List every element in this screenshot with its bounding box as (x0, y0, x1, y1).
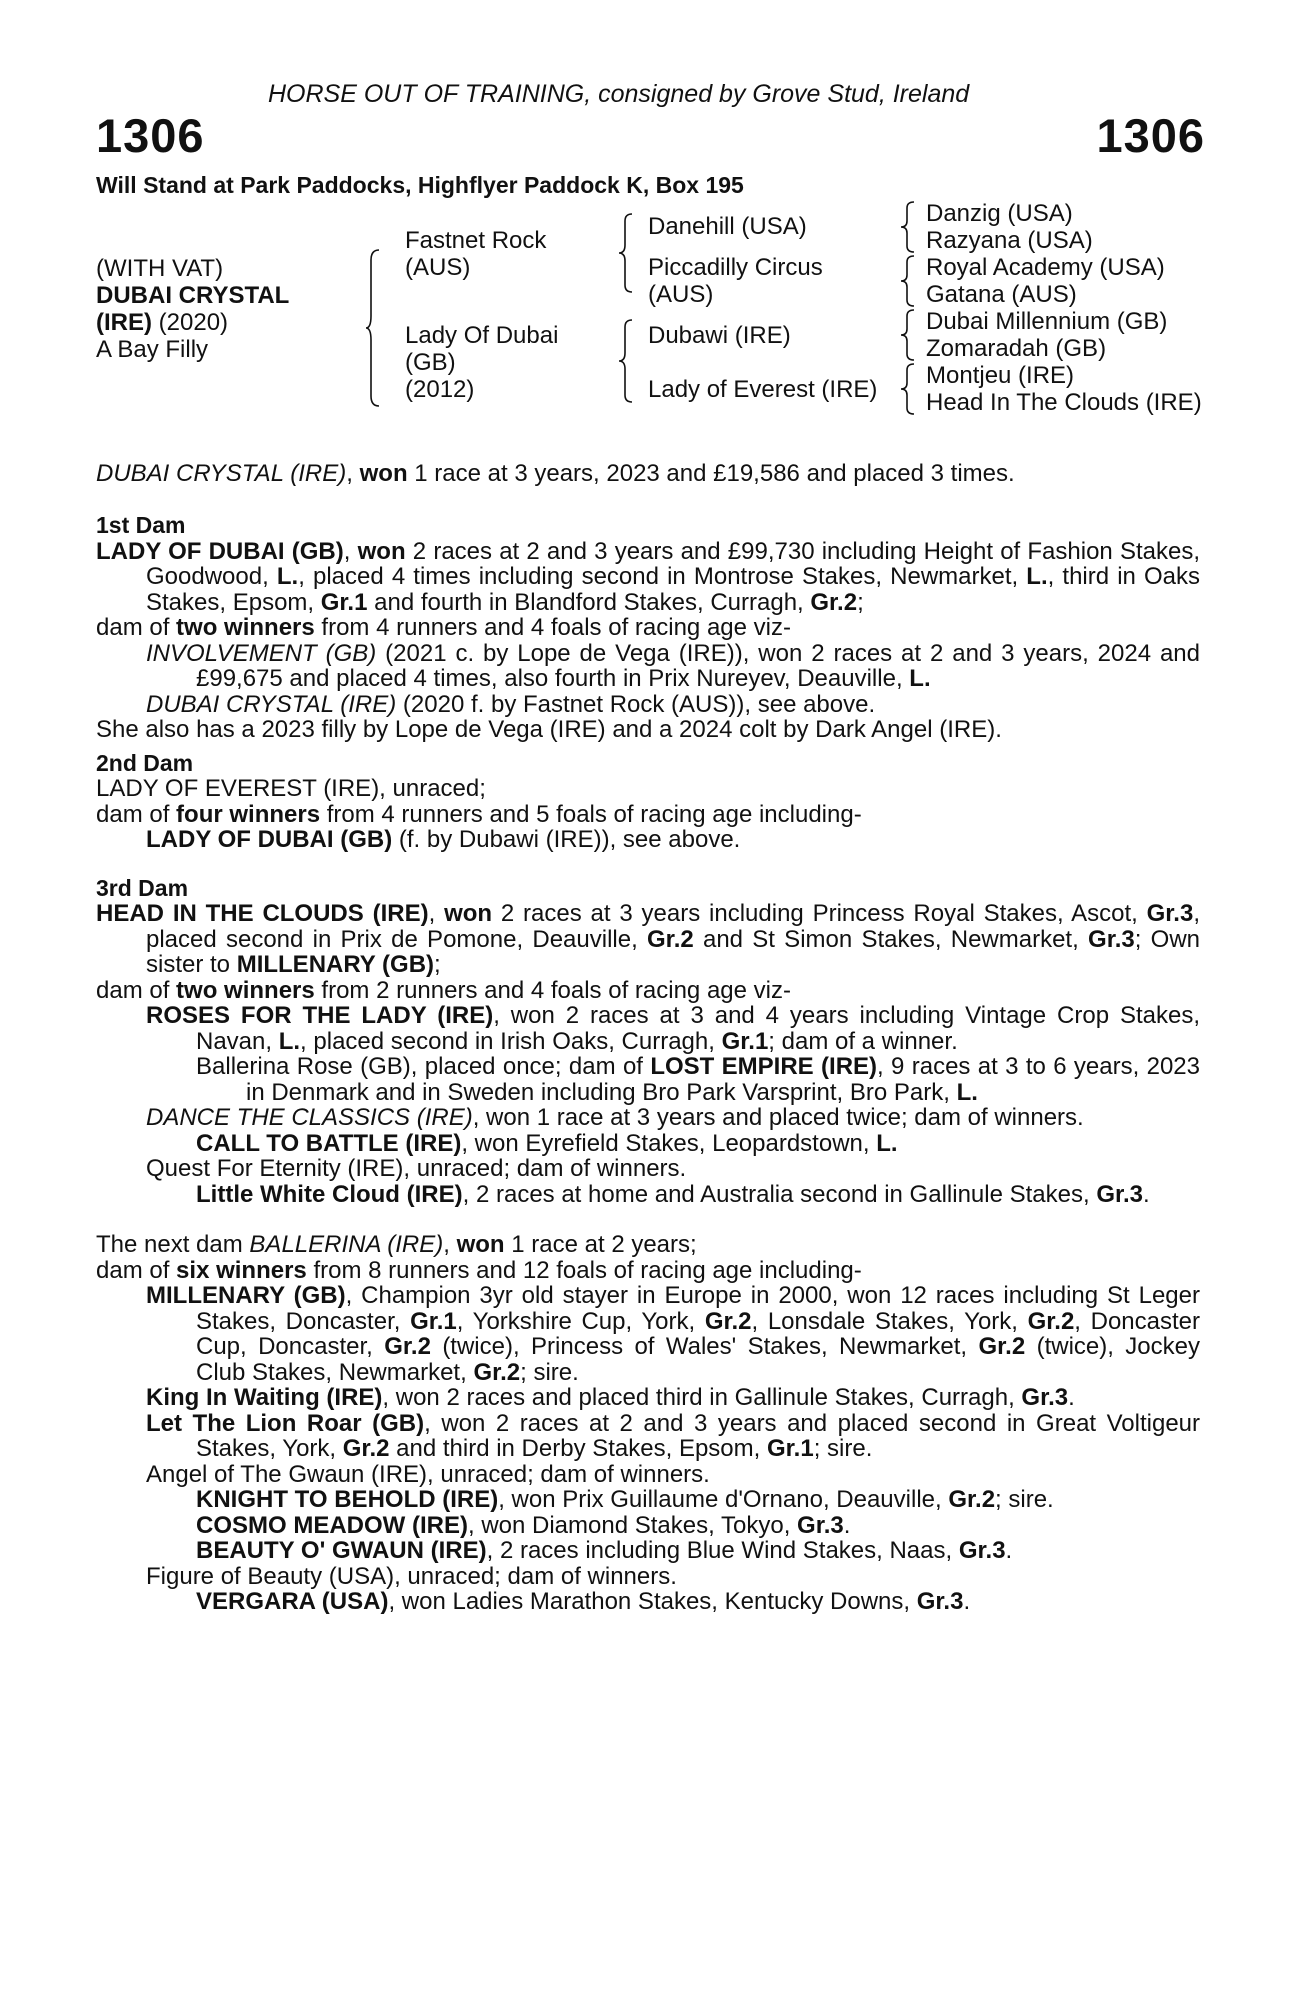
group-badge: Gr.2 (473, 1358, 521, 1386)
horse-origin: (IRE) (96, 309, 152, 336)
group-badge: Gr.3 (1146, 900, 1194, 927)
group-badge: Gr.1 (320, 588, 368, 616)
group-badge: Gr.2 (342, 1435, 390, 1462)
group-badge: Gr.3 (1021, 1384, 1069, 1411)
record-text: and St Simon Stakes, Newmarket, (693, 925, 1089, 953)
sire-dam-country: (AUS) (648, 281, 714, 308)
progeny-name: BEAUTY O' GWAUN (IRE) (196, 1537, 487, 1564)
progeny-dubai-crystal (96, 692, 1200, 718)
ancestor-g3-6: Zomaradah (GB) (926, 335, 1107, 362)
listed-badge: L. (1026, 563, 1048, 590)
progeny-text: , Lonsdale Stakes, York, (751, 1307, 1028, 1335)
won-text: won (444, 900, 493, 927)
dam-of-text: dam of (96, 1256, 177, 1284)
listed-badge: L. (876, 1129, 898, 1157)
group-badge: Gr.2 (704, 1307, 752, 1335)
progeny-text: ; sire. (520, 1358, 579, 1386)
group-badge: Gr.3 (1088, 925, 1135, 953)
group-badge: Gr.2 (1027, 1307, 1075, 1335)
progeny-text: , Champion 3yr old stayer in Europe in 2000, won 12 races including St Leger Stakes, Doncaster, (196, 1282, 1200, 1335)
group-badge: Gr.2 (978, 1333, 1026, 1360)
ancestor-g3-4: Gatana (AUS) (926, 281, 1077, 308)
won-text: won (357, 537, 406, 565)
sire-country: (AUS) (405, 254, 471, 281)
pedigree-brace-dam (618, 318, 638, 404)
progeny-little-white-cloud (96, 1182, 1200, 1208)
progeny-text: , 2 races including Blue Wind Stakes, Naas, (486, 1537, 959, 1564)
progeny-knight-to-behold (96, 1487, 1200, 1513)
pedigree-brace-g3-2 (900, 254, 920, 308)
progeny-millenary (96, 1283, 1200, 1385)
listed-badge: L. (909, 665, 931, 692)
ancestor-g3-5: Dubai Millennium (GB) (926, 308, 1168, 335)
vat-note: (WITH VAT) (96, 255, 224, 282)
first-dam-note: She also has a 2023 filly by Lope de Vega (IRE) and a 2024 colt by Dark Angel (IRE). (96, 716, 1002, 743)
first-dam-produce-summary (96, 615, 1200, 641)
listed-badge: L. (278, 1027, 301, 1055)
third-dam-produce-summary (96, 978, 1200, 1004)
lot-number-left: 1306 (96, 109, 205, 162)
progeny-let-the-lion-roar (96, 1411, 1200, 1462)
record-text: , third in Oaks Stakes, Epsom, (146, 563, 1201, 616)
horse-name: DUBAI CRYSTAL (96, 282, 290, 309)
second-dam-produce-summary (96, 802, 1200, 828)
sire-sire: Danehill (USA) (648, 213, 807, 240)
produce-text: from 2 runners and 4 foals of racing age viz- (314, 976, 791, 1004)
summary-text: 1 race at 3 years, 2023 and £19,586 and placed 3 times. (407, 460, 1015, 487)
progeny-text: (twice), Princess of Wales' Stakes, Newmarket, (430, 1333, 979, 1360)
progeny-angel-of-the-gwaun: Angel of The Gwaun (IRE), unraced; dam of winners. (146, 1460, 710, 1488)
progeny-name: ROSES FOR THE LADY (IRE) (146, 1002, 494, 1029)
won-text: won (456, 1231, 505, 1258)
listed-badge: L. (276, 563, 299, 590)
progeny-text: (2021 c. by Lope de Vega (IRE)), won 2 races at 2 and 3 years, 2024 and £99,675 and placed 4 times, also fourth in Prix Nureyev, Deauville, (196, 639, 1200, 692)
group-badge: Gr.2 (810, 588, 858, 616)
group-badge: Gr.1 (721, 1027, 769, 1055)
progeny-text: ; sire. (995, 1486, 1054, 1513)
progeny-text: (twice), Jockey Club Stakes, Newmarket, (196, 1333, 1200, 1386)
consignor-line: HORSE OUT OF TRAINING, consigned by Grove Stud, Ireland (268, 80, 970, 108)
group-badge: Gr.3 (1096, 1180, 1144, 1208)
dam-sections (96, 513, 1200, 1615)
first-dam-record: LADY OF DUBAI (GB), won 2 races at 2 and 3 years and £99,730 including Height of Fashion Stakes, Goodwood, L., placed 4 times including second in Montrose Stakes, Newmarket, L., third in Oaks Stakes, Epsom, Gr.1 and fourth in Blandford Stakes, Curragh, Gr.2; (96, 537, 1201, 616)
horse-description: A Bay Filly (96, 336, 209, 363)
progeny-text: . (843, 1511, 851, 1539)
dam-dam: Lady of Everest (IRE) (648, 376, 878, 403)
progeny-call-to-battle (96, 1131, 1200, 1157)
progeny-text: , won 2 races and placed third in Gallinule Stakes, Curragh, (382, 1384, 1022, 1411)
progeny-name: COSMO MEADOW (IRE) (196, 1511, 468, 1539)
produce-text: from 8 runners and 12 foals of racing age including- (306, 1256, 862, 1284)
first-dam-heading: 1st Dam (96, 512, 186, 538)
progeny-text: , won 2 races at 2 and 3 years and placed second in Great Voltigeur Stakes, York, (196, 1409, 1201, 1462)
group-badge: Gr.2 (948, 1486, 996, 1513)
progeny-text: , won Ladies Marathon Stakes, Kentucky Downs, (388, 1588, 917, 1615)
group-badge: Gr.2 (647, 925, 694, 953)
progeny-text: ; sire. (813, 1435, 873, 1462)
second-dam-heading: 2nd Dam (96, 749, 194, 776)
progeny-lady-of-dubai (96, 827, 1200, 853)
winners-count: four winners (176, 800, 321, 828)
third-dam-record: HEAD IN THE CLOUDS (IRE), won 2 races at 3 years including Princess Royal Stakes, Ascot, Gr.3, placed second in Prix de Pomone, Deauville, Gr.2 and St Simon Stakes, Newmarket, Gr.3; Own sister to MILLENARY (GB); (96, 900, 1200, 978)
record-text: ; (434, 951, 441, 978)
progeny-ballerina-rose (96, 1054, 1200, 1105)
progeny-name: KNIGHT TO BEHOLD (IRE) (196, 1486, 499, 1513)
pedigree-brace-g3-4 (900, 362, 920, 416)
stand-location: Will Stand at Park Paddocks, Highflyer Paddock K, Box 195 (96, 172, 744, 198)
sister-name: MILLENARY (GB) (236, 951, 435, 978)
dam-name: Lady Of Dubai (405, 322, 559, 349)
progeny-text: (f. by Dubawi (IRE)), see above. (392, 826, 741, 853)
next-dam-intro: The next dam (96, 1231, 250, 1258)
dam-year: (2012) (405, 376, 475, 403)
ancestor-g3-1: Danzig (USA) (926, 200, 1073, 227)
record-text: 2 races at 3 years including Princess Royal Stakes, Ascot, (492, 900, 1147, 927)
progeny-vergara (96, 1589, 1200, 1615)
progeny-text: Ballerina Rose (GB), placed once; dam of (196, 1053, 651, 1080)
progeny-quest-for-eternity: Quest For Eternity (IRE), unraced; dam of winners. (146, 1155, 687, 1182)
sire-dam-name: Piccadilly Circus (648, 254, 823, 281)
dam-country: (GB) (405, 349, 456, 376)
progeny-text: . (1068, 1384, 1075, 1411)
progeny-text: ; dam of a winner. (768, 1027, 958, 1055)
progeny-text: , won Prix Guillaume d'Ornano, Deauville, (498, 1486, 949, 1513)
record-text: 1 race at 2 years; (504, 1231, 697, 1258)
progeny-name: Little White Cloud (IRE) (196, 1180, 463, 1208)
progeny-text: , Yorkshire Cup, York, (456, 1307, 705, 1335)
next-dam-record (96, 1232, 1200, 1258)
second-dam-record: LADY OF EVEREST (IRE), unraced; (96, 775, 486, 802)
progeny-involvement (96, 641, 1200, 692)
third-dam-heading: 3rd Dam (96, 874, 189, 901)
dam-of-text: dam of (96, 800, 177, 828)
progeny-text: , won Eyrefield Stakes, Leopardstown, (461, 1129, 877, 1157)
progeny-text: , won 1 race at 3 years and placed twice; dam of winners. (472, 1104, 1084, 1131)
progeny-text: , won Diamond Stakes, Tokyo, (467, 1511, 798, 1539)
progeny-name: LADY OF DUBAI (GB) (146, 826, 393, 853)
dam-sire: Dubawi (IRE) (648, 322, 791, 349)
progeny-name: MILLENARY (GB) (146, 1282, 346, 1309)
progeny-text: and third in Derby Stakes, Epsom, (389, 1435, 767, 1462)
progeny-text: , won 2 races at 3 and 4 years including Vintage Crop Stakes, Navan, (196, 1002, 1200, 1055)
ancestor-g3-7: Montjeu (IRE) (926, 362, 1075, 389)
group-badge: Gr.3 (797, 1511, 844, 1539)
listed-badge: L. (956, 1078, 978, 1106)
summary-won: won (359, 460, 408, 487)
progeny-name: INVOLVEMENT (GB) (146, 639, 377, 667)
first-dam-name: LADY OF DUBAI (GB) (96, 537, 344, 565)
progeny-name: King In Waiting (IRE) (146, 1384, 383, 1411)
dam-of-text: dam of (96, 614, 177, 641)
winners-count: two winners (176, 614, 315, 641)
progeny-name: LOST EMPIRE (IRE) (650, 1053, 878, 1080)
winners-count: six winners (176, 1256, 307, 1284)
progeny-text: (2020 f. by Fastnet Rock (AUS)), see above. (396, 690, 876, 718)
progeny-text: . (963, 1588, 971, 1615)
lot-number-right: 1306 (1096, 109, 1205, 162)
progeny-beauty-o-gwaun (96, 1538, 1200, 1564)
produce-text: from 4 runners and 5 foals of racing age including- (320, 800, 862, 828)
third-dam-name: HEAD IN THE CLOUDS (IRE) (96, 900, 429, 927)
progeny-text: , placed second in Irish Oaks, Curragh, (300, 1027, 722, 1055)
progeny-name: Let The Lion Roar (GB) (146, 1409, 425, 1437)
record-text: 2 races at 2 and 3 years and £99,730 including Height of Fashion Stakes, Goodwood, (146, 537, 1201, 590)
group-badge: Gr.1 (766, 1435, 814, 1462)
pedigree-brace-g3-3 (900, 308, 920, 362)
produce-text: from 4 runners and 4 foals of racing age viz- (314, 614, 791, 641)
progeny-name: DUBAI CRYSTAL (IRE) (146, 690, 397, 718)
progeny-name: VERGARA (USA) (196, 1588, 389, 1615)
race-summary: DUBAI CRYSTAL (IRE), won 1 race at 3 years, 2023 and £19,586 and placed 3 times. (96, 460, 1015, 487)
next-dam-name: BALLERINA (IRE) (249, 1231, 444, 1258)
progeny-text: , 2 races at home and Australia second in Gallinule Stakes, (462, 1180, 1097, 1208)
ancestor-g3-8: Head In The Clouds (IRE) (926, 389, 1202, 416)
record-text: ; Own sister to (146, 925, 1200, 978)
winners-count: two winners (176, 976, 315, 1004)
next-dam-produce-summary (96, 1258, 1200, 1284)
sire-name: Fastnet Rock (405, 227, 547, 254)
record-text: and fourth in Blandford Stakes, Curragh, (367, 588, 811, 616)
pedigree-brace-main (365, 248, 385, 408)
group-badge: Gr.2 (384, 1333, 431, 1360)
progeny-text: . (1143, 1180, 1150, 1208)
group-badge: Gr.3 (916, 1588, 964, 1615)
progeny-cosmo-meadow (96, 1513, 1200, 1539)
progeny-text: . (1005, 1537, 1013, 1564)
progeny-king-in-waiting (96, 1385, 1200, 1411)
pedigree-brace-sire (618, 212, 638, 294)
ancestor-g3-2: Razyana (USA) (926, 227, 1093, 254)
progeny-text: , 9 races at 3 to 6 years, 2023 in Denmark and in Sweden including Bro Park Varsprint, Bro Park, (246, 1053, 1200, 1106)
horse-origin-year (96, 309, 228, 336)
ancestor-g3-3: Royal Academy (USA) (926, 254, 1165, 281)
record-text: , (443, 1231, 457, 1258)
record-text: , placed second in Prix de Pomone, Deauville, (146, 900, 1200, 953)
record-text: , placed 4 times including second in Montrose Stakes, Newmarket, (298, 563, 1027, 590)
progeny-roses-for-the-lady (96, 1003, 1200, 1054)
group-badge: Gr.3 (958, 1537, 1006, 1564)
progeny-dance-the-classics (96, 1105, 1200, 1131)
progeny-figure-of-beauty: Figure of Beauty (USA), unraced; dam of winners. (146, 1562, 677, 1590)
pedigree-brace-g3-1 (900, 200, 920, 254)
group-badge: Gr.1 (410, 1307, 457, 1335)
summary-horse-name: DUBAI CRYSTAL (IRE) (96, 460, 347, 487)
dam-of-text: dam of (96, 976, 177, 1004)
horse-year: (2020) (158, 309, 229, 336)
progeny-name: DANCE THE CLASSICS (IRE) (146, 1104, 473, 1131)
progeny-text: , Doncaster Cup, Doncaster, (196, 1307, 1200, 1360)
progeny-name: CALL TO BATTLE (IRE) (196, 1129, 462, 1157)
record-text: ; (857, 588, 864, 616)
